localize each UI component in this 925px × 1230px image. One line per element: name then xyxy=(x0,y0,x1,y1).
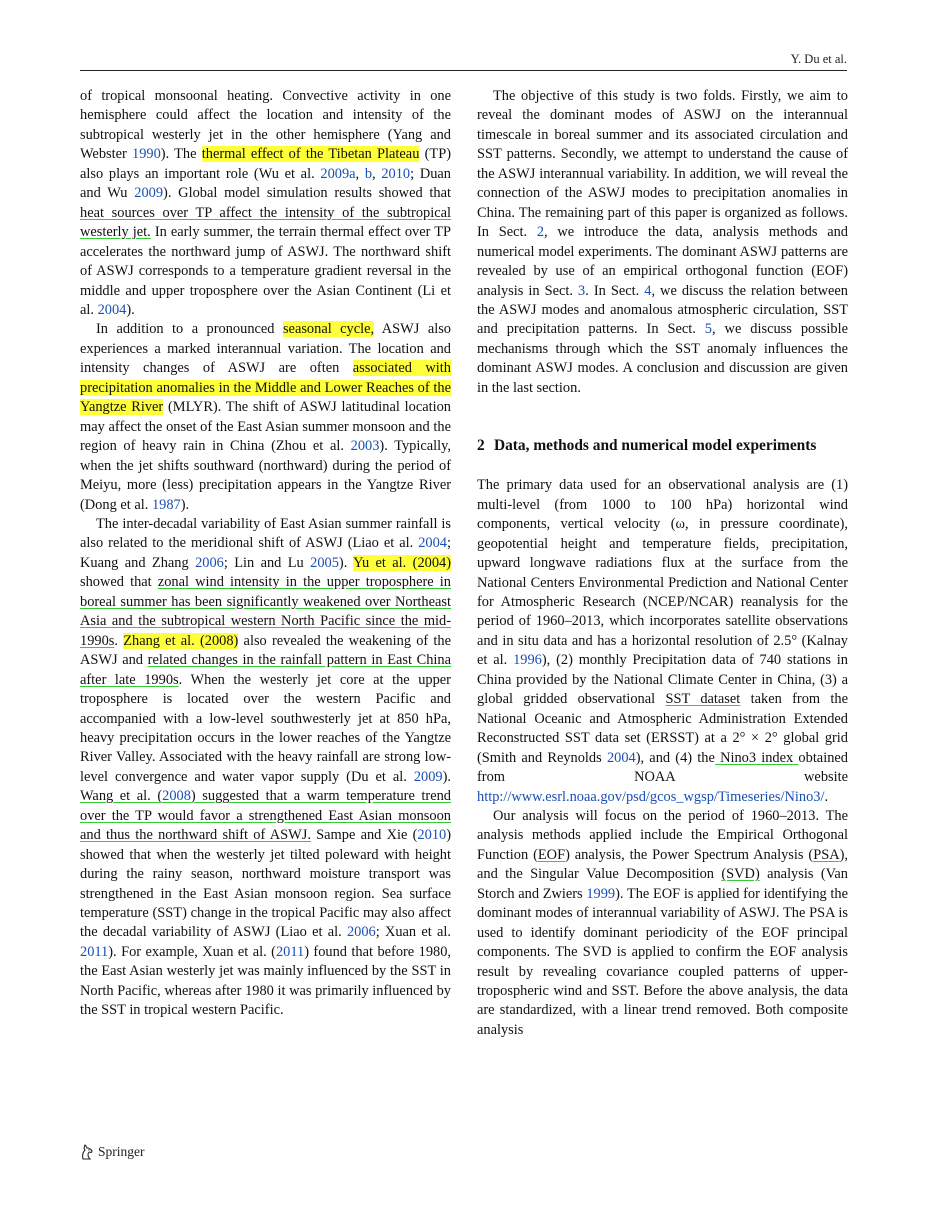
text: . xyxy=(114,632,124,649)
paragraph xyxy=(477,476,848,807)
citation-link[interactable]: 2003 xyxy=(350,438,380,455)
underline-annotation: heat sources over TP affect the intensity of the subtropical westerly jet. xyxy=(80,204,451,241)
text: , we discuss the relation between the ASWJ modes and anomalous atmospheric circulation, SST and precipitation patterns. In Sect. xyxy=(477,282,848,338)
citation-link[interactable]: 1987 xyxy=(151,496,181,513)
section-number: 2 xyxy=(477,437,485,455)
text: also revealed the weakening of the ASWJ and xyxy=(80,632,451,669)
section-link[interactable]: 3 xyxy=(578,282,586,299)
text: , we introduce the data, analysis methods and numerical model experiments. The dominant ASWJ patterns are revealed by use of an empirical orthogonal function (EOF) analysis in Sect. xyxy=(477,224,848,299)
section-link[interactable]: 2 xyxy=(536,224,545,241)
underline-annotation: EOF xyxy=(537,846,566,863)
text: ), and the Singular Value Decomposition xyxy=(477,846,848,883)
text: In early summer, the terrain thermal effect over TP accelerates the northward jump of ASWJ. The northward shift of ASWJ corresponds to a temperature gradient reversal in the middle and upper troposphere over the Asian Continent (Li et al. xyxy=(80,224,451,318)
citation-link[interactable]: 2004 xyxy=(418,535,447,552)
citation-link[interactable]: 2009a xyxy=(320,165,356,182)
text: ). xyxy=(180,496,190,513)
text: . xyxy=(824,788,829,805)
text: showed that xyxy=(80,574,158,591)
underline-annotation: PSA xyxy=(813,846,840,863)
text: ). For example, Xuan et al. ( xyxy=(108,943,276,960)
citation-link[interactable]: 1996 xyxy=(513,652,542,669)
citation-link[interactable]: 1999 xyxy=(586,885,616,902)
citation-link[interactable]: 2006 xyxy=(195,554,224,571)
right-column xyxy=(477,87,848,1040)
section-title: Data, methods and numerical model experiments xyxy=(494,437,817,455)
citation-link[interactable]: 2009 xyxy=(134,185,164,202)
text: ). xyxy=(338,554,354,571)
text: In addition to a pronounced xyxy=(96,321,283,338)
text: Sampe and Xie ( xyxy=(310,827,418,844)
text: , xyxy=(355,165,365,182)
text: The primary data used for an observational analysis are (1) multi-level (from 1000 to 100 hPa) horizontal wind components, vertical velocity (ω, in pressure coordinate), geopotential height and temperature fields, precipitation, upward longwave radiations flux at the surface from the National Centers Environmental Prediction and National Center for Atmospheric Research (NCEP/NCAR) reanalysis for the period of 1960–2013, which incorporates satellite observations and in situ data and has a horizontal resolution of 2.5° (Kalnay et al. xyxy=(477,477,848,669)
text: ). Global model simulation results showed that xyxy=(163,185,451,202)
text: ; Kuang and Zhang xyxy=(80,535,451,571)
section-heading xyxy=(477,436,848,456)
text: ) analysis, the Power Spectrum Analysis ( xyxy=(565,846,814,863)
citation-link[interactable]: 2010 xyxy=(381,165,411,182)
section-link[interactable]: 5 xyxy=(704,321,712,338)
text: . When the westerly jet core at the upper troposphere is located over the western Pacific and accompanied with a low-level southwesterly jet at 850 hPa, heavy precipitation occurs in the lower reaches of the Yangtze River Valley. Associated with the heavy rainfall are strong low-level convergence and water vapor supply (Du et al. xyxy=(80,671,451,785)
text: ). The xyxy=(160,146,202,163)
citation-link[interactable]: 2009 xyxy=(413,768,443,785)
text: The inter-decadal variability of East Asian summer rainfall is also related to the meridional shift of ASWJ (Liao et al. xyxy=(80,515,451,552)
text: The objective of this study is two folds. Firstly, we aim to reveal the dominant modes of ASWJ on the interannual timescale in boreal summer and its associated circulation and SST patterns. Secondly, we attempt to understand the cause of the ASWJ interannual variability. In addition, we will reveal the connection of the ASWJ modes to precipitation anomalies in China. The remaining part of this paper is organized as follows. In Sect. xyxy=(477,88,848,241)
text: ) found that before 1980, the East Asian westerly jet was mainly influenced by the SST in North Pacific, whereas after 1980 it was primarily influenced by the SST in tropical western Pacific. xyxy=(80,943,452,1019)
publisher-name: Springer xyxy=(98,1144,145,1159)
paragraph xyxy=(80,320,451,515)
text: (TP) also plays an important role (Wu et al. xyxy=(80,146,452,182)
text: obtained from NOAA website xyxy=(477,749,848,786)
paragraph xyxy=(477,87,848,398)
text: ), (2) monthly Precipitation data of 740 stations in China provided by the National Climate Center in China, (3) a global gridded observational xyxy=(477,652,848,708)
text: ), and (4) the xyxy=(635,749,715,766)
citation-link[interactable]: 2005 xyxy=(310,554,339,571)
page-footer xyxy=(80,1144,145,1160)
text: , we discuss possible mechanisms through which the SST anomaly influences the dominant ASWJ modes. A conclusion and discussion are given in the last section. xyxy=(477,321,848,396)
text: ; Duan and Wu xyxy=(80,165,451,202)
citation-link[interactable]: 2011 xyxy=(275,943,305,960)
text: . In Sect. xyxy=(585,282,645,299)
header-rule xyxy=(80,70,847,71)
text: analysis (Van Storch and Zwiers xyxy=(477,866,848,902)
highlight: thermal effect of the Tibetan Plateau xyxy=(201,146,420,163)
paragraph xyxy=(477,807,848,1040)
text: taken from the National Oceanic and Atmospheric Administration Extended Reconstructed SST data set (ERSST) at a 2° × 2° global grid (Smith and Reynolds xyxy=(477,691,848,766)
underline-annotation: ) suggested that a warm temperature trend over the TP would favor a strengthened East Asian monsoon and thus the northward shift of ASWJ. xyxy=(80,788,451,844)
underline-annotation: (SVD) xyxy=(721,866,760,883)
text: Our analysis will focus on the period of 1960–2013. The analysis methods applied include the Empirical Orthogonal Function ( xyxy=(477,807,848,863)
underline-annotation: SST dataset xyxy=(665,691,741,708)
text: ). The EOF is applied for identifying the dominant modes of interannual variability of ASWJ. The PSA is used to identify dominant periodicity of the EOF principal components. The SVD is applied to confirm the EOF analysis result by revealing covariance coupled patterns of upper-tropospheric wind and SST. Before the above analysis, the data are standardized, with a linear trend removed. Both composite analysis xyxy=(477,885,848,1038)
springer-horse-icon xyxy=(80,1144,94,1160)
highlight: associated with precipitation anomalies in the Middle and Lower Reaches of the Yangtze River xyxy=(80,360,451,416)
citation-link[interactable]: 1990 xyxy=(132,146,161,163)
url-link[interactable]: http://www.esrl.noaa.gov/psd/gcos_wgsp/Timeseries/Nino3/ xyxy=(477,788,825,805)
highlight: seasonal cycle, xyxy=(282,321,375,338)
citation-link[interactable]: 2004 xyxy=(606,749,636,766)
citation-link[interactable]: b xyxy=(364,165,373,182)
citation-link[interactable]: 2006 xyxy=(346,924,376,941)
citation-link[interactable]: 2004 xyxy=(97,301,127,318)
text: ; Lin and Lu xyxy=(223,554,311,571)
left-column xyxy=(80,87,451,1021)
underline-annotation: zonal wind intensity in the upper troposphere in boreal summer has been significantly weakened over Northeast Asia and the subtropical western North Pacific since the mid-1990s xyxy=(80,574,451,649)
text: (MLYR). The shift of ASWJ latitudinal location may affect the onset of the East Asian summer monsoon and the region of heavy rain in China (Zhou et al. xyxy=(80,399,451,455)
paragraph xyxy=(80,87,451,320)
running-header-author: Y. Du et al. xyxy=(790,52,847,66)
paragraph xyxy=(80,515,451,1021)
text: of tropical monsoonal heating. Convective activity in one hemisphere could affect the location and intensity of the subtropical westerly jet in the other hemisphere (Yang and Webster xyxy=(80,88,451,163)
text: ). Typically, when the jet shifts southward (northward) during the period of Meiyu, more (less) precipitation appears in the Yangtze River (Dong et al. xyxy=(80,438,452,513)
text: ASWJ also experiences a marked interannual variation. The location and intensity changes of ASWJ are often xyxy=(80,321,452,377)
highlight: Zhang et al. (2008) xyxy=(123,632,239,649)
citation-link[interactable]: 2011 xyxy=(80,943,109,960)
citation-link[interactable]: 2008 xyxy=(162,788,191,805)
text: ; Xuan et al. xyxy=(375,924,451,941)
underline-annotation: related changes in the rainfall pattern in East China after late 1990s xyxy=(80,652,451,688)
section-link[interactable]: 4 xyxy=(644,282,652,299)
highlight: Yu et al. (2004) xyxy=(353,554,452,571)
text: ) showed that when the westerly jet tilted poleward with height during the rainy season, northward moisture transport was strengthened in the East Asian monsoon region. Sea surface temperature (SST) change in the tropical Pacific may also affect the decadal variability of ASWJ (Liao et al. xyxy=(80,827,451,941)
text: ). xyxy=(442,768,451,785)
text: , xyxy=(372,165,382,182)
text: ). xyxy=(126,301,135,318)
underline-annotation: Wang et al. ( xyxy=(80,788,163,805)
underline-annotation: Nino3 index xyxy=(714,749,799,766)
citation-link[interactable]: 2010 xyxy=(417,827,447,844)
